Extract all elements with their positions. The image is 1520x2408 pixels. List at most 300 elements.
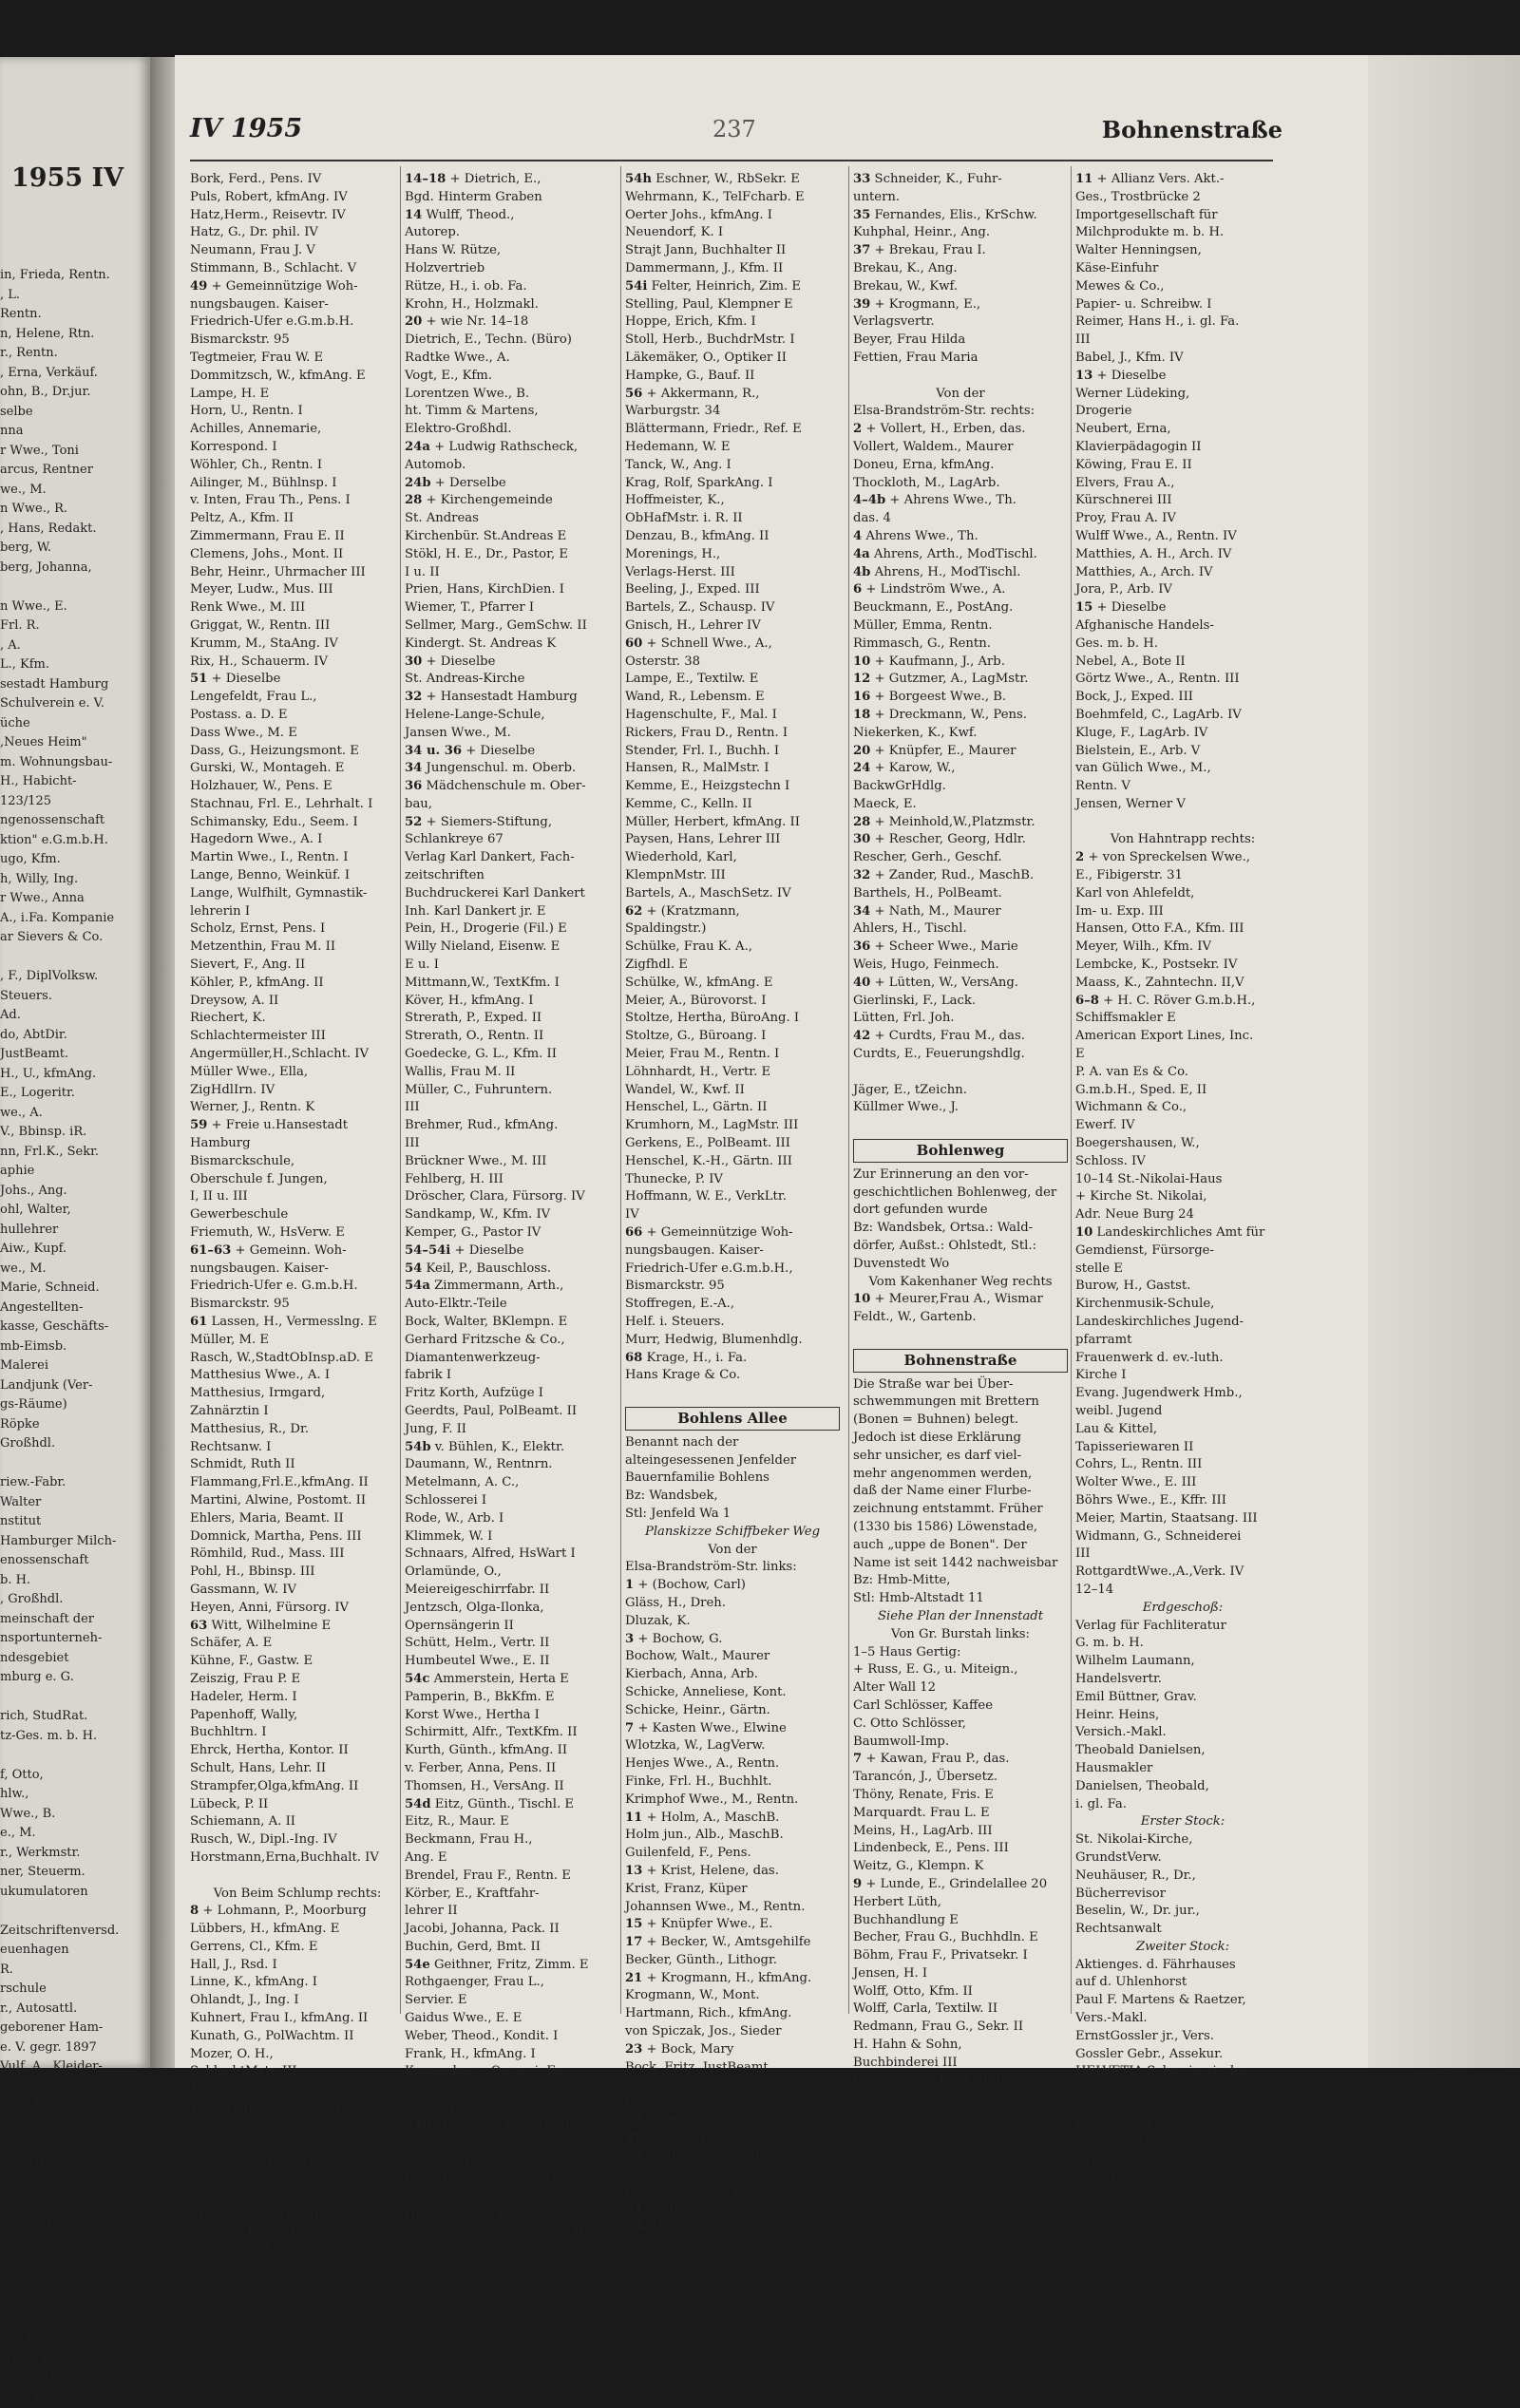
directory-entry: Müller, Herbert, kfmAng. II — [625, 814, 840, 832]
directory-entry: Elsa-Brandström-Str. rechts: — [853, 403, 1068, 421]
directory-entry: Hans Krage & Co. — [625, 1367, 840, 1385]
directory-entry-house: 54c Ammerstein, Herta E — [405, 1671, 619, 1689]
column-divider — [620, 166, 621, 2014]
left-page-line: Frl. M. — [0, 2291, 150, 2311]
left-page-line: L., Kfm. — [0, 655, 150, 675]
directory-entry: (Bonen = Buhnen) belegt. — [853, 1412, 1068, 1430]
directory-entry-house: 39 + Krogmann, E., — [853, 296, 1068, 314]
directory-entry: Diamantenwerkzeug- — [405, 1350, 619, 1368]
directory-entry: Auto-Elktr.-Teile — [405, 1296, 619, 1314]
directory-entry: Sellmer, Marg., GemSchw. II — [405, 617, 619, 635]
directory-entry: Kuhphal, Heinr., Ang. — [853, 224, 1068, 242]
directory-entry-house: 33–35 + Schneider, K., — [625, 2220, 840, 2238]
directory-entry: Stelling, Paul, Klempner E — [625, 296, 840, 314]
directory-entry: Krag, Rolf, SparkAng. I — [625, 475, 840, 493]
left-page-line: n Wwe., R. — [0, 500, 150, 520]
directory-entry: Aktienges. d. Fährhauses — [1075, 1957, 1290, 1975]
directory-entry: Oerter Johs., kfmAng. I — [625, 207, 840, 225]
left-page-line: ,Neues Heim" — [0, 733, 150, 753]
directory-entry: Friedrich-Ufer e.G.m.b.H. — [190, 313, 405, 332]
left-page-line: we., M. — [0, 481, 150, 501]
directory-entry: Von der — [853, 386, 1068, 404]
directory-entry: Prien, Hans, KirchDien. I — [405, 581, 619, 599]
directory-entry: Lindenbeck, E., Pens. III — [853, 1840, 1068, 1858]
book-gutter — [150, 57, 175, 2068]
directory-entry: Ges. m. b. H. — [1075, 635, 1290, 654]
directory-entry: Gemdienst, Fürsorge- — [1075, 1242, 1290, 1261]
directory-entry: Renk Wwe., M. III — [190, 599, 405, 617]
directory-entry: Emil Büttner, Grav. — [1075, 1689, 1290, 1707]
left-page-line: e. V. gegr. 1897 — [0, 2038, 150, 2058]
directory-entry: Bielstein, E., Arb. V — [1075, 743, 1290, 761]
directory-entry-house: 27 + Pott, H., Maurer — [625, 2131, 840, 2149]
directory-entry: Nebel, A., Bote II — [1075, 654, 1290, 672]
left-page-line: geborener Ham- — [0, 2019, 150, 2038]
directory-entry: Wehrmann, K., TelFcharb. E — [625, 189, 840, 207]
column-4 — [853, 171, 1068, 2108]
directory-entry: Hampke, G., Bauf. II — [625, 368, 840, 386]
directory-entry-house: 51 + Dieselbe — [190, 671, 405, 689]
left-page-line: berg, W. — [0, 539, 150, 559]
directory-entry: Köver, H., kfmAng. I — [405, 993, 619, 1011]
page-edge — [1368, 55, 1520, 2068]
directory-entry: Kirchenbür. St.Andreas E — [405, 528, 619, 546]
directory-entry: Fritz Korth, Aufzüge I — [405, 1385, 619, 1403]
directory-entry: Kluge, F., LagArb. IV — [1075, 725, 1290, 743]
left-page-line: ukumulatoren — [0, 1883, 150, 1903]
directory-entry: Gurski, W., Montageh. E — [190, 760, 405, 778]
left-page-line — [0, 1746, 150, 1766]
directory-entry: Borges, F., tZeichn. E — [190, 2135, 405, 2153]
directory-entry: Von Beim Schlump rechts: — [190, 1886, 405, 1904]
directory-entry: Stoffregen, E.-A., — [625, 1296, 840, 1314]
directory-entry: Schlankreye 67 — [405, 831, 619, 849]
directory-entry: Neuendorf, K. I — [625, 224, 840, 242]
directory-entry: Linne, K., kfmAng. I — [190, 1974, 405, 1992]
directory-entry: Mozer, O. H., — [190, 2046, 405, 2064]
directory-entry: fabrik I — [405, 1367, 619, 1385]
page-number: 237 — [712, 116, 756, 142]
left-page-line: Walter — [0, 1493, 150, 1513]
directory-entry-house: 28 + Kirchengemeinde — [405, 492, 619, 510]
directory-entry: Hartmann, Rich., kfmAng. — [625, 2005, 840, 2023]
directory-entry: Krohn, H., Holzmakl. — [405, 296, 619, 314]
directory-entry: III — [1075, 1545, 1290, 1564]
left-page-line: ohn, B., Dr.jur. — [0, 383, 150, 403]
directory-entry: Krogmann, W., Mont. — [625, 1987, 840, 2005]
directory-entry: GrundstVerw. — [1075, 1849, 1290, 1868]
directory-entry: Gossler Gebr., Assekur. — [1075, 2046, 1290, 2064]
directory-entry: auf d. Uhlenhorst — [1075, 1974, 1290, 1992]
directory-entry-house: 24b + Derselbe — [405, 475, 619, 493]
directory-entry: Bismarckschule, — [190, 1153, 405, 1171]
directory-entry: Bochow, Walt., Maurer — [625, 1648, 840, 1666]
directory-entry: Büsch, Wilhelmine,Schneid. — [625, 2076, 840, 2095]
column-5 — [1075, 171, 1290, 2225]
directory-entry: Griggat, W., Rentn. III — [190, 617, 405, 635]
directory-entry-house: 6 + Lindström Wwe., A. — [853, 581, 1068, 599]
directory-entry: 10–14 St.-Nikolai-Haus — [1075, 1171, 1290, 1189]
directory-entry: Stoltze, Hertha, BüroAng. I — [625, 1010, 840, 1028]
left-page-line: nstitut — [0, 1512, 150, 1532]
left-page-line: iedr.., Hobler — [0, 2135, 150, 2155]
directory-entry: Bibrach, Th., Buchbd. III — [853, 2073, 1068, 2091]
directory-entry: Bock, Fritz, JustBeamt. — [625, 2059, 840, 2077]
directory-entry: Böhrs Wwe., E., Kffr. III — [1075, 1492, 1290, 1510]
directory-entry: Helf. i. Steuers. — [625, 1314, 840, 1332]
directory-entry: Diek, Franz, ZimPolier I — [405, 2171, 619, 2189]
left-page-line: Ad. — [0, 1006, 150, 1026]
left-page-line: Frl. E., Pens. — [0, 2213, 150, 2233]
directory-entry: Morenings, H., — [625, 546, 840, 564]
directory-entry: Schnaars, Alfred, HsWart I — [405, 1545, 619, 1564]
left-page-line: Frau K., Wwe., — [0, 2389, 150, 2408]
directory-entry: Rentn. V — [1075, 778, 1290, 796]
directory-entry-house: 54a Zimmermann, Arth., — [405, 1278, 619, 1296]
directory-entry: Helene-Lange-Schule, — [405, 707, 619, 725]
directory-entry: Papenhoff, Wally, — [190, 1707, 405, 1725]
directory-entry: Heyen, Anni, Fürsorg. IV — [190, 1600, 405, 1618]
directory-entry: Schicke, Heinr., Gärtn. — [625, 1702, 840, 1720]
directory-entry: alteingesessenen Jenfelder — [625, 1452, 840, 1470]
directory-entry: Schirmitt, Alfr., TextKfm. II — [405, 1724, 619, 1742]
left-page-line: hullehrer — [0, 1221, 150, 1241]
directory-entry: American Export Lines, Inc. — [1075, 1028, 1290, 1046]
directory-entry: Korst Wwe., Hertha I — [405, 1707, 619, 1725]
directory-entry-house: 7 + Kawan, Frau P., das. — [853, 1751, 1068, 1769]
left-page-line: Frl. R. — [0, 616, 150, 636]
directory-entry: Feuerversicherungs.-Ges. — [1075, 2081, 1290, 2099]
street-title: Bohnenstraße — [1102, 116, 1282, 143]
left-page-line: enossenschaft — [0, 1551, 150, 1571]
left-page-line: Wwe., B. — [0, 1805, 150, 1825]
directory-entry: Hatz, G., Dr. phil. IV — [190, 224, 405, 242]
directory-entry-house: 60 + Schnell Wwe., A., — [625, 635, 840, 654]
directory-entry: Handelsvertr. — [1075, 1671, 1290, 1689]
directory-entry: Willy Nieland, Eisenw. E — [405, 939, 619, 957]
left-page-line: Malerei — [0, 1356, 150, 1376]
directory-entry: W. P. Treu & Co., — [1075, 2189, 1290, 2207]
directory-entry: Bismarckstr. 95 — [625, 1278, 840, 1296]
directory-entry: Servier. E — [405, 1992, 619, 2010]
directory-entry-house: 8 + Lohmann, P., Moorburg — [190, 1903, 405, 1921]
directory-entry: Johannsen Wwe., M., Rentn. — [625, 1899, 840, 1917]
directory-entry: P. A. van Es & Co. — [1075, 1064, 1290, 1082]
directory-entry: Buchin, Gerd, Bmt. II — [405, 1939, 619, 1957]
directory-entry: Stachnau, Frl. E., Lehrhalt. I — [190, 796, 405, 814]
directory-entry: Jedoch ist diese Erklärung — [853, 1430, 1068, 1448]
directory-entry: Friedrich-Ufer e. G.m.b.H. — [190, 1278, 405, 1296]
directory-entry-house: 1 + (Bochow, Carl) — [625, 1577, 840, 1595]
left-page-line — [0, 2116, 150, 2136]
left-page-line: selbe — [0, 403, 150, 423]
directory-entry: sehr unsicher, es darf viel- — [853, 1448, 1068, 1466]
column-divider — [400, 166, 401, 2014]
directory-entry-house: 29 + Uhlig Wwe., Minna — [625, 2149, 840, 2167]
directory-entry: Annahme E — [190, 2189, 405, 2207]
directory-entry: Clemens, Johs., Mont. II — [190, 546, 405, 564]
directory-entry: Stender, Frl. I., Buchh. I — [625, 743, 840, 761]
directory-entry-house: 15 + Knüpfer Wwe., E. — [625, 1916, 840, 1934]
left-page-line: , Hans, Redakt. — [0, 520, 150, 540]
directory-entry: Pohl, H., Bbinsp. III — [190, 1564, 405, 1582]
directory-entry: Landeskirchliches Jugend- — [1075, 1314, 1290, 1332]
left-page-line — [0, 578, 150, 597]
directory-entry: 1–5 Haus Gertig: — [853, 1644, 1068, 1662]
directory-entry: Paysen, Hans, Lehrer III — [625, 831, 840, 849]
directory-entry-house: 35 Fernandes, Elis., KrSchw. — [853, 207, 1068, 225]
directory-entry: Stimmann, B., Schlacht. V — [190, 260, 405, 278]
directory-entry: Müller, Emma, Rentn. — [853, 617, 1068, 635]
directory-entry-house: 3 + Bochow, G. — [625, 1631, 840, 1649]
directory-entry: Müller, M. E — [190, 1332, 405, 1350]
directory-entry: Lehmann, R., Tischl. — [625, 2166, 840, 2184]
directory-entry-house: 13 + Dieselbe — [1075, 368, 1290, 386]
directory-entry: G. m. b. H. — [1075, 1635, 1290, 1653]
directory-entry: I u. II — [405, 564, 619, 582]
directory-entry: Rechtsanw. I — [190, 1439, 405, 1457]
directory-entry: Gierlinski, F., Lack. — [853, 993, 1068, 1011]
directory-entry: Strerath, P., Exped. II — [405, 1010, 619, 1028]
directory-entry: Reimer, Hans H., i. gl. Fa. — [1075, 313, 1290, 332]
left-page-line: we., M. — [0, 1260, 150, 1280]
directory-entry: Lau & Kittel, — [1075, 1421, 1290, 1439]
directory-entry: Geerdts, Paul, PolBeamt. II — [405, 1403, 619, 1421]
directory-entry: Vollert, Waldem., Maurer — [853, 439, 1068, 457]
directory-entry: Wöhler, Ch., Rentn. I — [190, 457, 405, 475]
directory-entry: Jensen, H. I — [853, 1965, 1068, 1983]
directory-entry: Rechtsanwalt — [1075, 1921, 1290, 1939]
directory-entry: Meiereigeschirrfabr. II — [405, 1582, 619, 1600]
directory-entry: Jacobi, Johanna, Pack. II — [405, 1921, 619, 1939]
directory-entry: von Spiczak, Jos., Sieder — [625, 2023, 840, 2041]
directory-entry: Ohlandt, J., Ing. I — [190, 1992, 405, 2010]
directory-entry: Mittmann,W., TextKfm. I — [405, 975, 619, 993]
directory-entry: Beyer, Frau Hilda — [853, 332, 1068, 350]
directory-entry: zeitschriften — [405, 867, 619, 885]
directory-entry: Strampfer,Olga,kfmAng. II — [190, 1778, 405, 1796]
left-page-header: 1955 IV — [11, 163, 124, 193]
directory-entry: Ehrck, Hertha, Kontor. II — [190, 1742, 405, 1760]
directory-entry: Bismarckstr. 95 — [190, 1296, 405, 1314]
directory-entry: Kuhnert, Frau I., kfmAng. II — [190, 2010, 405, 2028]
directory-entry: dörfer, Außst.: Ohlstedt, Stl.: — [853, 1238, 1068, 1256]
directory-entry: Schiemann, A. II — [190, 1813, 405, 1831]
directory-entry-house: 54b v. Bühlen, K., Elektr. — [405, 1439, 619, 1457]
directory-entry: Holzvertrieb — [405, 260, 619, 278]
directory-entry: Cohrs, L., Rentn. III — [1075, 1456, 1290, 1474]
directory-entry-house: 20 + wie Nr. 14–18 — [405, 313, 619, 332]
directory-entry: Höhlein, Liselotte, Fakt. I — [190, 2225, 405, 2243]
left-page-line: , Erna, Verkäuf. — [0, 364, 150, 384]
left-page-line: berg, Johanna, — [0, 559, 150, 578]
directory-entry: das. 33 — [625, 2238, 840, 2256]
directory-entry: Matthesius, R., Dr. — [190, 1421, 405, 1439]
left-page-line: Marie, Schneid. — [0, 1279, 150, 1299]
directory-entry-house: 10 + Kaufmann, J., Arb. — [853, 654, 1068, 672]
directory-entry: Babel, J., Kfm. IV — [1075, 350, 1290, 368]
directory-entry: Planskizze Schiffbeker Weg — [625, 1524, 840, 1542]
page-header-left: IV 1955 — [190, 114, 302, 143]
directory-entry: Gerkens, E., PolBeamt. III — [625, 1135, 840, 1153]
directory-entry: Köhler, P., kfmAng. II — [190, 975, 405, 993]
directory-entry: Bz: Wandsbek, Ortsa.: Wald- — [853, 1220, 1068, 1238]
directory-entry: Hausmakler — [1075, 1760, 1290, 1778]
directory-entry: Gerrens, Cl., Kfm. E — [190, 1939, 405, 1957]
directory-entry: Maass, K., Zahntechn. II,V — [1075, 975, 1290, 993]
directory-entry: nungsbaugen. Kaiser- — [625, 1242, 840, 1261]
directory-entry: Läkemäker, O., Optiker II — [625, 350, 840, 368]
left-page-line: ndesgebiet — [0, 1649, 150, 1669]
directory-entry-house: 14 Wulff, Theod., — [405, 207, 619, 225]
directory-entry: Schmidt, Ruth II — [190, 1456, 405, 1474]
directory-entry: ht. Timm & Martens, — [405, 403, 619, 421]
directory-entry: Gnisch, H., Lehrer IV — [625, 617, 840, 635]
directory-entry: Bartels, Z., Schausp. IV — [625, 599, 840, 617]
directory-entry-house: 25 + Druwe, R., Maurer — [625, 2113, 840, 2131]
street-section-heading: Bohlenweg — [853, 1139, 1068, 1163]
directory-entry: Daumann, W., Rentnrn. — [405, 1456, 619, 1474]
directory-entry: Krimphof Wwe., M., Rentn. — [625, 1792, 840, 1810]
directory-entry-house: 2 + Vollert, H., Erben, das. — [853, 421, 1068, 439]
directory-entry: Neubert, Erna, — [1075, 421, 1290, 439]
directory-entry: Marquardt. Frau L. E — [853, 1805, 1068, 1823]
directory-entry: Herbert Lüth, — [853, 1894, 1068, 1912]
directory-entry-house: 61–63 + Gemeinn. Woh- — [190, 1242, 405, 1261]
left-page-line: Angestellten- — [0, 1299, 150, 1318]
directory-entry: 12–14 — [1075, 1582, 1290, 1600]
directory-entry: Wilhelm Laumann, — [1075, 1653, 1290, 1671]
directory-entry: Weis, Hugo, Feinmech. — [853, 957, 1068, 975]
directory-entry-house: 12 + Hagebauer, Frl. H., — [190, 2099, 405, 2117]
left-page-line: Wwe., Frau F. — [0, 2350, 150, 2370]
left-page-line: mburg e. G. — [0, 1668, 150, 1688]
directory-entry: zeichnung entstammt. Früher — [853, 1501, 1068, 1519]
directory-entry: Peltz, A., Kfm. II — [190, 510, 405, 528]
directory-entry: Milchprodukte m. b. H. — [1075, 224, 1290, 242]
directory-entry: Beselin, W., Dr. jur., — [1075, 1903, 1290, 1921]
directory-entry: nungsbaugen. Kaiser- — [190, 1261, 405, 1279]
directory-entry: Köwing, Frau E. II — [1075, 457, 1290, 475]
directory-entry: Proy, Frau A. IV — [1075, 510, 1290, 528]
directory-entry: Jung, F. II — [405, 1421, 619, 1439]
directory-entry: III — [405, 1135, 619, 1153]
directory-entry: Angermüller,H.,Schlacht. IV — [190, 1046, 405, 1064]
directory-entry-house: 54g Möller, W., Bauarb. II — [405, 2117, 619, 2135]
directory-entry: Kühne, F., Gastw. E — [190, 1653, 405, 1671]
left-page-line: hlw., — [0, 1785, 150, 1805]
directory-entry-house: 61 Lassen, H., Vermesslng. E — [190, 1314, 405, 1332]
left-page-line: , A. — [0, 636, 150, 656]
directory-entry-house: 54h Eschner, W., RbSekr. E — [625, 171, 840, 189]
directory-entry: Bz: Wandsbek, — [625, 1488, 840, 1506]
left-page-line: eich, Karl, — [0, 2096, 150, 2116]
directory-entry: Stökl, H. E., Dr., Pastor, E — [405, 546, 619, 564]
directory-entry: St. Andreas — [405, 510, 619, 528]
directory-entry-house: 34 Jungenschul. m. Oberb. — [405, 760, 619, 778]
directory-entry: lehrerin I — [190, 903, 405, 921]
directory-entry: Feldt., W., Gartenb. — [853, 1309, 1068, 1327]
left-page-line: Röpke — [0, 1415, 150, 1435]
left-page-line: üche — [0, 714, 150, 734]
directory-entry: m. b. H. — [1075, 2171, 1290, 2189]
directory-entry: Spaldingstr.) — [625, 920, 840, 939]
left-page-line: , Großhdl. — [0, 1590, 150, 1610]
directory-entry: Schiffsmakler E — [1075, 1010, 1290, 1028]
left-page-line: n Wwe., E. — [0, 597, 150, 617]
directory-entry: Assek.-Makl. — [1075, 2207, 1290, 2225]
directory-entry: Achilles, Annemarie, — [190, 421, 405, 439]
directory-entry: Siehe Plan der Innenstadt — [853, 1608, 1068, 1626]
left-page-line: JustBeamt. — [0, 1045, 150, 1065]
directory-entry: Blättermann, Friedr., Ref. E — [625, 421, 840, 439]
directory-entry: Holzhauer, W., Pens. E — [190, 778, 405, 796]
directory-entry: Dammermann, J., Kfm. II — [625, 260, 840, 278]
directory-entry: Kierbach, Anna, Arb. — [625, 1666, 840, 1684]
directory-entry: Name ist seit 1442 nachweisbar — [853, 1555, 1068, 1573]
directory-entry: + Russ, E. G., u. Miteign., — [853, 1661, 1068, 1679]
left-page-line: ar Sievers & Co. — [0, 928, 150, 948]
directory-entry-house: 18 + Dreckmann, W., Pens. — [853, 707, 1068, 725]
directory-entry: ,,Titus"-Wohnungsbauges. — [1075, 2152, 1290, 2171]
directory-entry: Walter Henningsen, — [1075, 242, 1290, 260]
directory-entry: Rusch, W., Dipl.-Ing. IV — [190, 1831, 405, 1849]
left-page-line: nsportunterneh- — [0, 1629, 150, 1649]
directory-entry: Meyer, Ludw., Mus. III — [190, 581, 405, 599]
directory-entry: Von Hahntrapp rechts: — [1075, 831, 1290, 849]
left-page-line: r., Werkmstr. — [0, 1844, 150, 1864]
directory-entry-house: 54e Geithner, Fritz, Zimm. E — [405, 1957, 619, 1975]
left-page-line: Großhdl. — [0, 1434, 150, 1454]
directory-entry: Frank, H., kfmAng. I — [405, 2046, 619, 2064]
left-page-line: Modezeichn. — [0, 2311, 150, 2331]
directory-entry: Flammang,Frl.E.,kfmAng. II — [190, 1474, 405, 1492]
directory-entry: Meins, H., LagArb. III — [853, 1823, 1068, 1841]
directory-entry: schwemmungen mit Brettern — [853, 1394, 1068, 1412]
directory-entry: bau, — [405, 796, 619, 814]
directory-entry: Elsa-Brandström-Str. links: — [625, 1559, 840, 1577]
directory-entry-house: 49 + Gemeinnützige Woh- — [190, 278, 405, 296]
directory-entry-house: 36 Mädchenschule m. Ober- — [405, 778, 619, 796]
directory-entry: Hadeler, Herm. I — [190, 1689, 405, 1707]
directory-entry: Hagenschulte, F., Mal. I — [625, 707, 840, 725]
directory-entry: Kemme, E., Heizgstechn I — [625, 778, 840, 796]
directory-entry: Buchhandlung E — [853, 1912, 1068, 1930]
directory-entry: Stl: Hmb-Altstadt 11 — [853, 1590, 1068, 1608]
directory-entry: Gassmann, W. IV — [190, 1582, 405, 1600]
directory-entry: Meyer, Wilh., Kfm. IV — [1075, 939, 1290, 957]
directory-entry-house: 32 + Hansestadt Hamburg — [405, 689, 619, 707]
directory-entry: Henschel, L., Gärtn. II — [625, 1099, 840, 1117]
directory-entry: Adr. Neue Burg 24 — [1075, 1206, 1290, 1224]
left-page-line — [0, 2077, 150, 2097]
directory-entry: Appold, A., Servierin I — [190, 2207, 405, 2225]
directory-entry: Inh. Karl Dankert jr. E — [405, 903, 619, 921]
directory-entry: Römhild, Rud., Mass. III — [190, 1545, 405, 1564]
directory-entry: Meier, Martin, Staatsang. III — [1075, 1510, 1290, 1528]
directory-entry: Klimmek, W. I — [405, 1528, 619, 1546]
directory-entry: Gewerbeschule — [190, 1206, 405, 1224]
directory-entry-house: 13 + Krist, Helene, das. — [625, 1863, 840, 1881]
directory-entry: Denzau, B., kfmAng. II — [625, 528, 840, 546]
directory-entry: Metzenthin, Frau M. II — [190, 939, 405, 957]
directory-entry: nungsbaugen. Kaiser- — [190, 296, 405, 314]
directory-entry: Barthels, H., PolBeamt. — [853, 885, 1068, 903]
directory-entry: Horstmann,Erna,Buchhalt. IV — [190, 1849, 405, 1868]
left-page-line — [0, 1454, 150, 1474]
directory-entry: Meier, A., Bürovorst. I — [625, 993, 840, 1011]
left-page-line: ner, Steuerm. — [0, 1863, 150, 1883]
